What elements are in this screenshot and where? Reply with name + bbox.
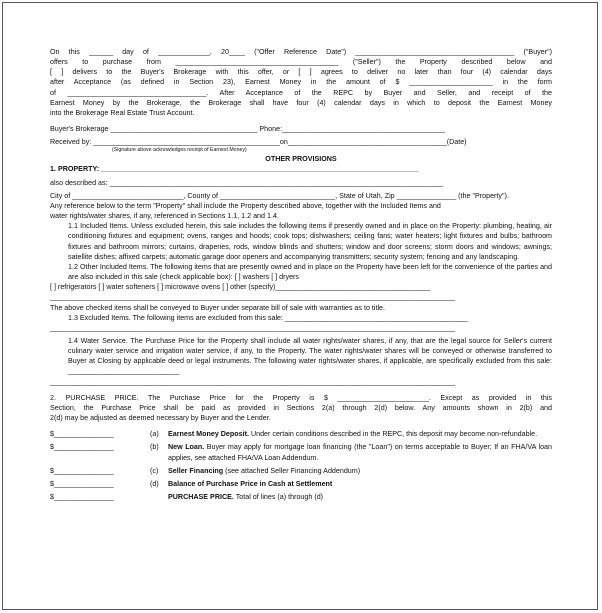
section-heading-other-provisions: OTHER PROVISIONS [265, 155, 337, 164]
excluded-items-blank-line: ______________________________________________________________________________________________________ [50, 323, 456, 332]
price-item-text: Buyer may apply for mortgage loan financing (the "Loan") on terms acceptable to Buyer; If an FHA/VA loan applies, see attached FHA/VA Loan Addendum. [168, 443, 552, 462]
offer-line-3: [ ] delivers to the Buyer's Brokerage with this offer, or [ ] agrees to deliver no later than four (4) calendar days [50, 68, 552, 77]
price-item-text: Under certain conditions described in the REPC, this deposit may become non-refundable. [250, 430, 538, 439]
price-item-label: (c) [150, 466, 159, 475]
signature-note: (Signature above acknowledges receipt of Earnest Money) [112, 147, 247, 154]
received-by-line: Received by: _______________________________________________on________________________________________(Date) [50, 138, 467, 147]
offer-line-4: after Acceptance (as defined in Section 23), Earnest Money in the amount of $ _____________________ in the form [50, 78, 552, 87]
property-reference-line-2: water rights/water shares, if any, referenced in Sections 1.1, 1.2 and 1.4. [50, 212, 279, 221]
purchase-price-line-3: 2(d) may be adjusted as deemed necessary by Buyer and the Lender. [50, 414, 271, 423]
city-county-line: City of ____________________________, County of _____________________________, State of Utah, Zip _______________ (the "Property"). [50, 191, 509, 200]
offer-line-2: offers to purchase from _________________________________________ ("Seller") the Property described below and [50, 58, 552, 67]
price-item-title: Balance of Purchase Price in Cash at Settlement [168, 479, 333, 488]
other-included-blank-line: ______________________________________________________________________________________________________ [50, 293, 456, 302]
price-item-balance-cash [50, 479, 552, 489]
offer-line-7: into the Brokerage Real Estate Trust Account. [50, 108, 195, 117]
price-item-new-loan [50, 442, 552, 462]
price-item-earnest-money [50, 429, 552, 439]
purchase-price-line-1: 2. PURCHASE PRICE. The Purchase Price for the Property is $ _______________________. Except as provided in this [50, 393, 552, 402]
buyers-brokerage-line: Buyer's Brokerage _____________________________________ Phone:_________________________________________ [50, 125, 445, 133]
water-service-paragraph: 1.4 Water Service. The Purchase Price for the Property shall include all water rights/water shares, if any, that are the legal source for Seller's current culinary water service and irrigation water service, if any, to the Property. The water rights/water shares will be conveyed or otherwise transferred to Buyer at Closing by applicable deed or legal instruments. The following water rights/water shares, if applicable, are specifically excluded from this sale: ____________________________ [68, 336, 552, 376]
price-item-title: PURCHASE PRICE. [168, 492, 234, 501]
price-item-title: New Loan. [168, 443, 205, 452]
other-included-checkbox-line: [ ] refrigerators [ ] water softeners [ ] microwave ovens [ ] other (specify)_______________________________________ [50, 283, 431, 292]
price-item-title: Seller Financing [168, 466, 224, 475]
price-item-text: (see attached Seller Financing Addendum) [225, 466, 361, 475]
offer-line-6: Earnest Money by the Brokerage, the Brokerage shall have four (4) calendar days in which to deposit the Earnest Money [50, 98, 552, 107]
price-item-total [50, 492, 552, 502]
price-item-amount: $_______________ [50, 479, 114, 488]
property-heading: 1. PROPERTY: ________________________________________________________________________________ [50, 165, 419, 174]
offer-line-1: On this ______ day of _____________, 20____ ("Offer Reference Date") ________________________________________ ("Buyer") [50, 48, 552, 56]
purchase-price-line-2: Section, the Purchase Price shall be paid as provided in Sections 2(a) through 2(d) below. Any amounts shown in 2(b) and [50, 403, 552, 412]
price-item-text: Total of lines (a) through (d) [235, 492, 324, 501]
price-item-seller-financing [50, 466, 552, 476]
price-item-label: (d) [150, 479, 159, 488]
price-item-label: (b) [150, 443, 159, 452]
price-item-amount: $_______________ [50, 430, 114, 439]
offer-line-5: of ___________________________________. After Acceptance of the REPC by Buyer and Seller, and receipt of the [50, 88, 552, 97]
price-item-amount: $_______________ [50, 466, 114, 475]
other-included-items-paragraph: 1.2 Other Included Items. The following items that are presently owned and in place on the Property have been left for the convenience of the parties and are also included in this sale (check applicable box): [ ] washers [ ] dryers [68, 262, 552, 282]
property-reference-line-1: Any reference below to the term "Property" shall include the Property described above, together with the Included Items and [50, 201, 441, 210]
water-service-blank-line: ______________________________________________________________________________________________________ [50, 377, 456, 386]
price-item-label: (a) [150, 430, 159, 439]
price-item-amount: $_______________ [50, 492, 114, 501]
document-page [50, 47, 552, 502]
excluded-items-line: 1.3 Excluded Items. The following items are excluded from this sale: ______________________________________________ [68, 313, 468, 322]
price-item-title: Earnest Money Deposit. [168, 430, 249, 439]
included-items-paragraph: 1.1 Included Items. Unless excluded herein, this sale includes the following items if presently owned and in place on the Property: plumbing, heating, air conditioning fixtures and equipment; ovens, ranges and hoods; cook tops; dishwashers; ceiling fans; water heaters; light fixtures and bulbs; bathroom fixtures and bathroom mirrors; curtains, draperies, rods, window blinds and shutters; window and door screens; storm doors and windows; awnings; satellite dishes; affixed carpets; automatic garage door openers and accompanying transmitters; security system; fencing and any landscaping. [68, 222, 552, 261]
also-described-line: also described as: ____________________________________________________________________________________ [50, 178, 444, 187]
bill-of-sale-line: The above checked items shall be conveyed to Buyer under separate bill of sale with warranties as to title. [50, 303, 385, 312]
price-item-amount: $_______________ [50, 443, 114, 452]
